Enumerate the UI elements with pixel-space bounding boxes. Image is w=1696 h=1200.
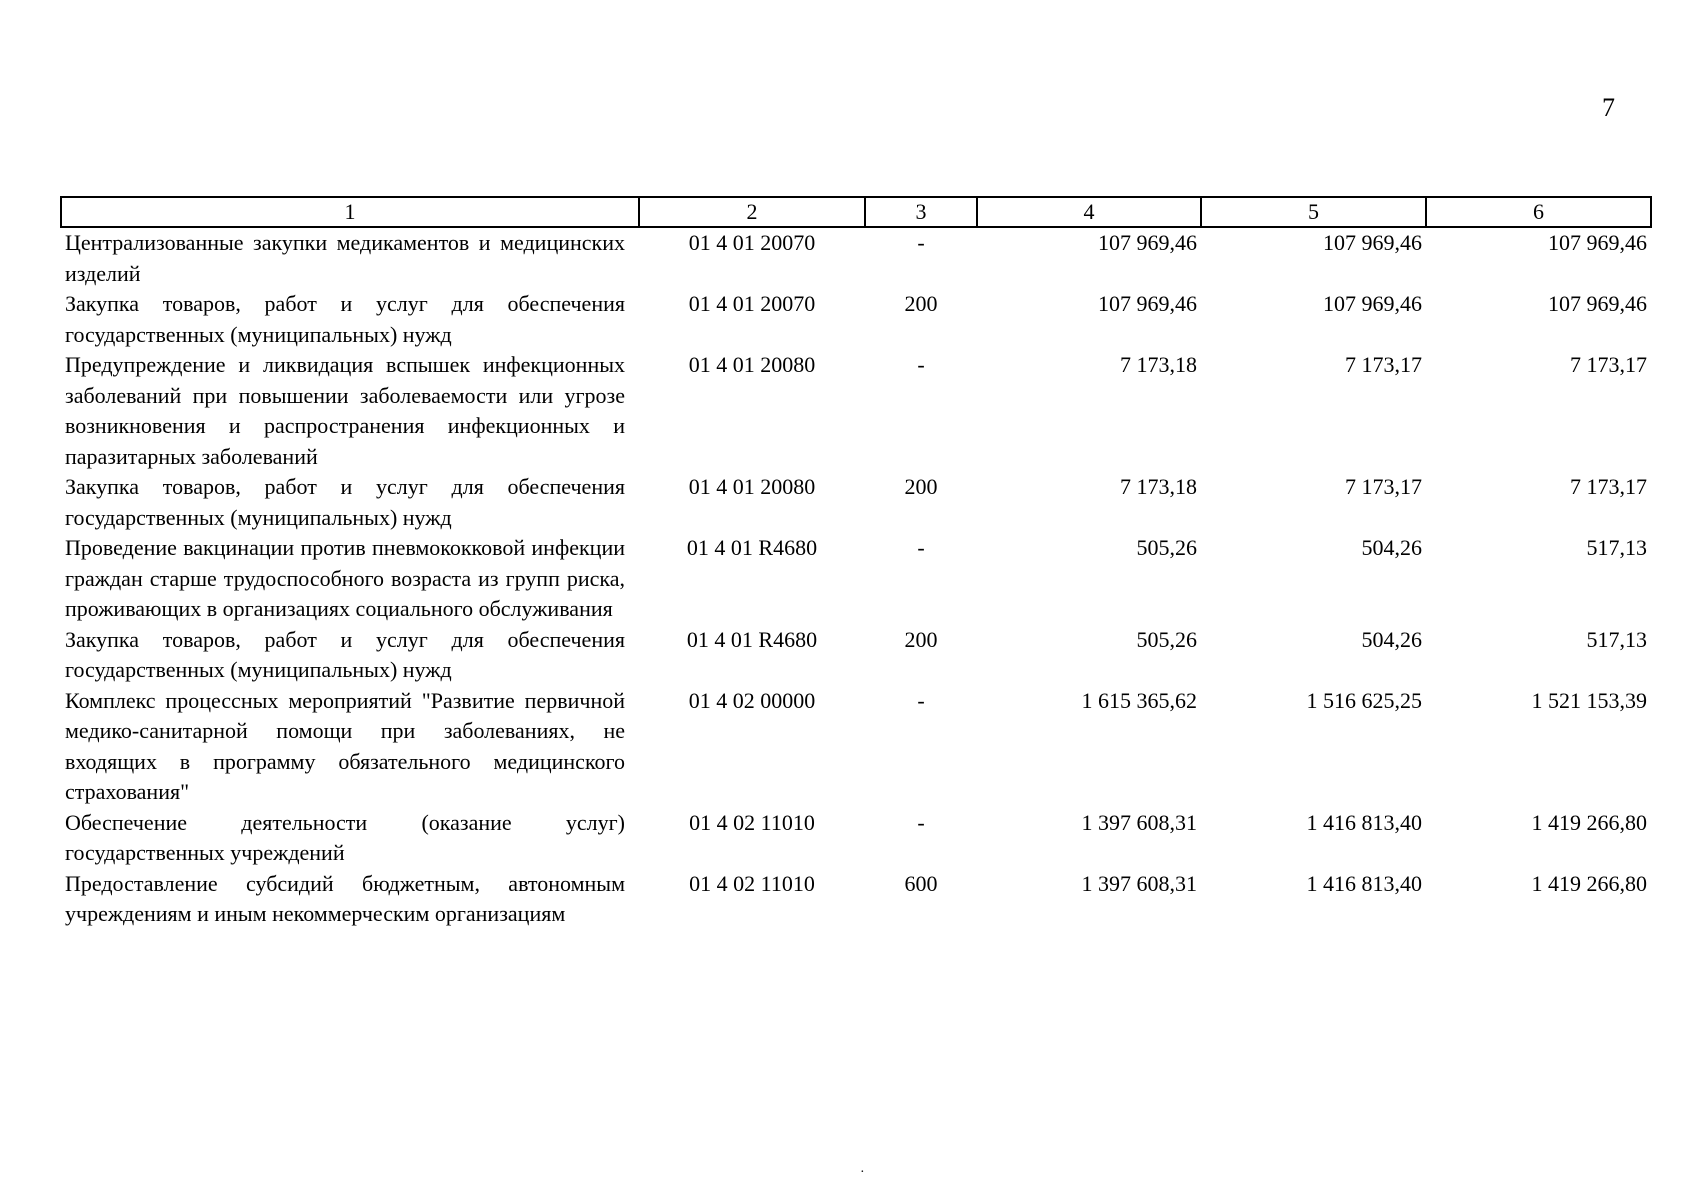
header-col-4: 4 [977,197,1201,227]
page-number: 7 [1602,93,1615,122]
budget-table [60,196,1652,930]
row-value-col5: 504,26 [1361,626,1422,652]
stray-mark: · [860,1165,865,1180]
row-value-col6: 107 969,46 [1548,291,1647,316]
row-value-col6: 517,13 [1586,535,1647,560]
row-value-col5: 1 416 813,40 [1306,809,1422,835]
row-name-cell: Централизованные закупки медикаментов и медицинских изделий [65,230,625,286]
header-col-5: 5 [1201,197,1426,227]
row-value-col5: 504,26 [1361,535,1422,560]
row-value-col5: 7 173,17 [1345,352,1422,377]
row-value-col4: 505,26 [1136,626,1197,652]
table-header [61,197,1651,227]
row-type-cell: 200 [904,626,938,652]
table-row [61,869,1651,930]
table-row [61,289,1651,350]
row-value-col6: 7 173,17 [1570,352,1647,377]
row-value-col6: 7 173,17 [1570,474,1647,499]
row-code-cell: 01 4 01 20080 [688,352,816,377]
row-type-cell: - [917,535,925,560]
row-code-cell: 01 4 01 20080 [688,474,816,499]
row-value-col5: 107 969,46 [1323,230,1422,255]
row-name-cell: Проведение вакцинации против пневмококковой инфекции граждан старше трудоспособного возраста из групп риска, проживающих в организациях социального обслуживания [65,535,625,621]
row-type-cell: - [917,230,925,255]
table-body [61,227,1651,930]
row-value-col6: 1 419 266,80 [1531,809,1647,835]
table-row [61,625,1651,686]
row-type-cell: 200 [904,291,938,316]
table-row [61,350,1651,472]
row-type-cell: - [917,352,925,377]
row-code-cell: 01 4 02 00000 [688,687,816,713]
row-code-cell: 01 4 01 20070 [688,230,816,255]
row-name-cell: Предоставление субсидий бюджетным, автономным учреждениям и иным некоммерческим организациям [65,870,625,926]
row-value-col6: 517,13 [1586,626,1647,652]
row-code-cell: 01 4 02 11010 [689,809,815,835]
header-col-3: 3 [865,197,977,227]
table-row [61,808,1651,869]
table-row [61,533,1651,625]
row-value-col6: 1 419 266,80 [1531,870,1647,896]
row-value-col5: 7 173,17 [1345,474,1422,499]
row-name-cell: Закупка товаров, работ и услуг для обеспечения государственных (муниципальных) нужд [65,291,625,347]
header-col-6: 6 [1426,197,1651,227]
row-type-cell: 200 [904,474,938,499]
row-value-col4: 1 397 608,31 [1081,870,1197,896]
row-value-col6: 107 969,46 [1548,230,1647,255]
row-type-cell: - [917,809,925,835]
row-value-col4: 107 969,46 [1098,230,1197,255]
row-name-cell: Предупреждение и ликвидация вспышек инфекционных заболеваний при повышении заболеваемости или угрозе возникновения и распространения инфекционных и паразитарных заболеваний [65,352,625,469]
row-value-col4: 1 397 608,31 [1081,809,1197,835]
row-value-col4: 107 969,46 [1098,291,1197,316]
row-name-cell: Комплекс процессных мероприятий "Развитие первичной медико-санитарной помощи при заболеваниях, не входящих в программу обязательного медицинского страхования" [65,687,625,804]
row-value-col4: 7 173,18 [1120,352,1197,377]
row-code-cell: 01 4 01 R4680 [686,626,818,652]
row-value-col5: 1 516 625,25 [1306,687,1422,713]
row-name-cell: Закупка товаров, работ и услуг для обеспечения государственных (муниципальных) нужд [65,626,625,682]
row-value-col4: 1 615 365,62 [1081,687,1197,713]
row-name-cell: Закупка товаров, работ и услуг для обеспечения государственных (муниципальных) нужд [65,474,625,530]
table-row [61,686,1651,808]
table-row [61,472,1651,533]
row-value-col5: 1 416 813,40 [1306,870,1422,896]
table-row [61,227,1651,289]
row-value-col4: 7 173,18 [1120,474,1197,499]
row-code-cell: 01 4 01 R4680 [686,535,818,560]
row-value-col5: 107 969,46 [1323,291,1422,316]
header-col-2: 2 [639,197,865,227]
row-type-cell: - [917,687,925,713]
row-type-cell: 600 [904,870,938,896]
row-name-cell: Обеспечение деятельности (оказание услуг) государственных учреждений [65,809,625,865]
row-code-cell: 01 4 01 20070 [688,291,816,316]
row-code-cell: 01 4 02 11010 [689,870,815,896]
row-value-col4: 505,26 [1136,535,1197,560]
row-value-col6: 1 521 153,39 [1531,687,1647,713]
header-col-1: 1 [61,197,639,227]
